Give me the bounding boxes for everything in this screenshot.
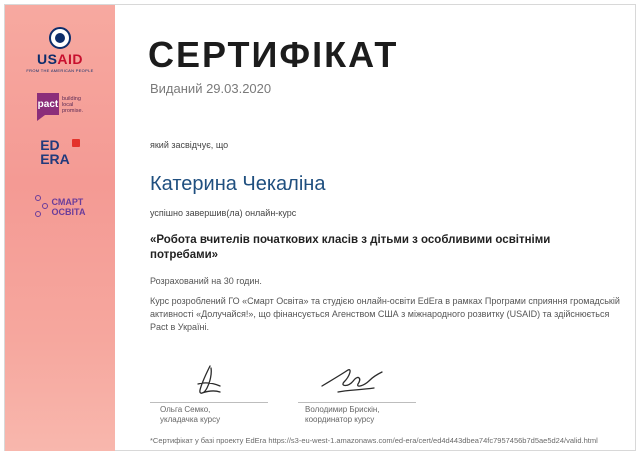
signer-1-role: укладачка курсу — [160, 415, 221, 424]
pact-tagline-line2: local — [61, 102, 74, 108]
recipient-name: Катерина Чекаліна — [150, 173, 326, 195]
signer-2-name: Володимир Брискін, — [305, 405, 380, 414]
course-description: Курс розроблений ГО «Смарт Освіта» та студією онлайн-освіти EdEra в рамках Програми сприяння громадській активності «Долучайся!», що фінансується Агенством США з міжнародного розвитку (USAID) та здійснюється Pact в Україні. — [150, 296, 620, 332]
course-title: «Робота вчителів початкових класів з дітьми з особливими освітніми потребами» — [150, 234, 551, 261]
usaid-seal-icon — [49, 27, 71, 49]
pact-tagline-line1: building — [61, 96, 81, 102]
smart-osvita-logo — [5, 195, 115, 219]
issue-date: Виданий 29.03.2020 — [150, 81, 272, 96]
pact-tagline — [62, 96, 83, 114]
signer-2 — [305, 405, 380, 425]
logo-sidebar — [5, 5, 115, 451]
edera-logo — [5, 138, 115, 166]
smart-line1: СМАРТ — [51, 197, 84, 207]
usaid-tagline: FROM THE AMERICAN PEOPLE — [26, 68, 94, 73]
completed-text: успішно завершив(ла) онлайн-курс — [150, 208, 297, 218]
smart-line2: ОСВІТА — [51, 207, 86, 217]
signer-2-role: координатор курсу — [305, 415, 375, 424]
signature-1-line — [150, 402, 268, 403]
signature-2-image — [318, 360, 388, 400]
certificate-title: СЕРТИФІКАТ — [148, 34, 399, 75]
certifies-text: який засвідчує, що — [150, 140, 229, 150]
usaid-wordmark-aid: AID — [57, 51, 84, 67]
usaid-wordmark — [37, 51, 83, 67]
pact-mark: pact — [37, 93, 59, 115]
signature-2-line — [298, 402, 416, 403]
course-hours: Розрахований на 30 годин. — [150, 276, 262, 286]
usaid-wordmark-us: US — [36, 51, 58, 67]
edera-accent-icon — [72, 139, 80, 147]
signer-1 — [160, 405, 220, 425]
pact-tagline-line3: promise. — [61, 108, 84, 114]
molecule-icon — [35, 195, 49, 219]
signature-1-image — [180, 360, 240, 400]
smart-osvita-wordmark — [52, 197, 86, 217]
signer-1-name: Ольга Семко, — [160, 405, 211, 414]
edera-line2: ERA — [40, 151, 70, 167]
pact-logo — [5, 93, 115, 115]
edera-line1: ED — [40, 137, 60, 153]
verification-footer: *Сертифікат у базі проекту EdEra https://s3-eu-west-1.amazonaws.com/ed-era/cert/ed4d443dbea74fc7957456b7d5ae5d24/valid.html — [150, 436, 598, 445]
edera-wordmark — [40, 138, 80, 166]
usaid-logo — [5, 27, 115, 73]
